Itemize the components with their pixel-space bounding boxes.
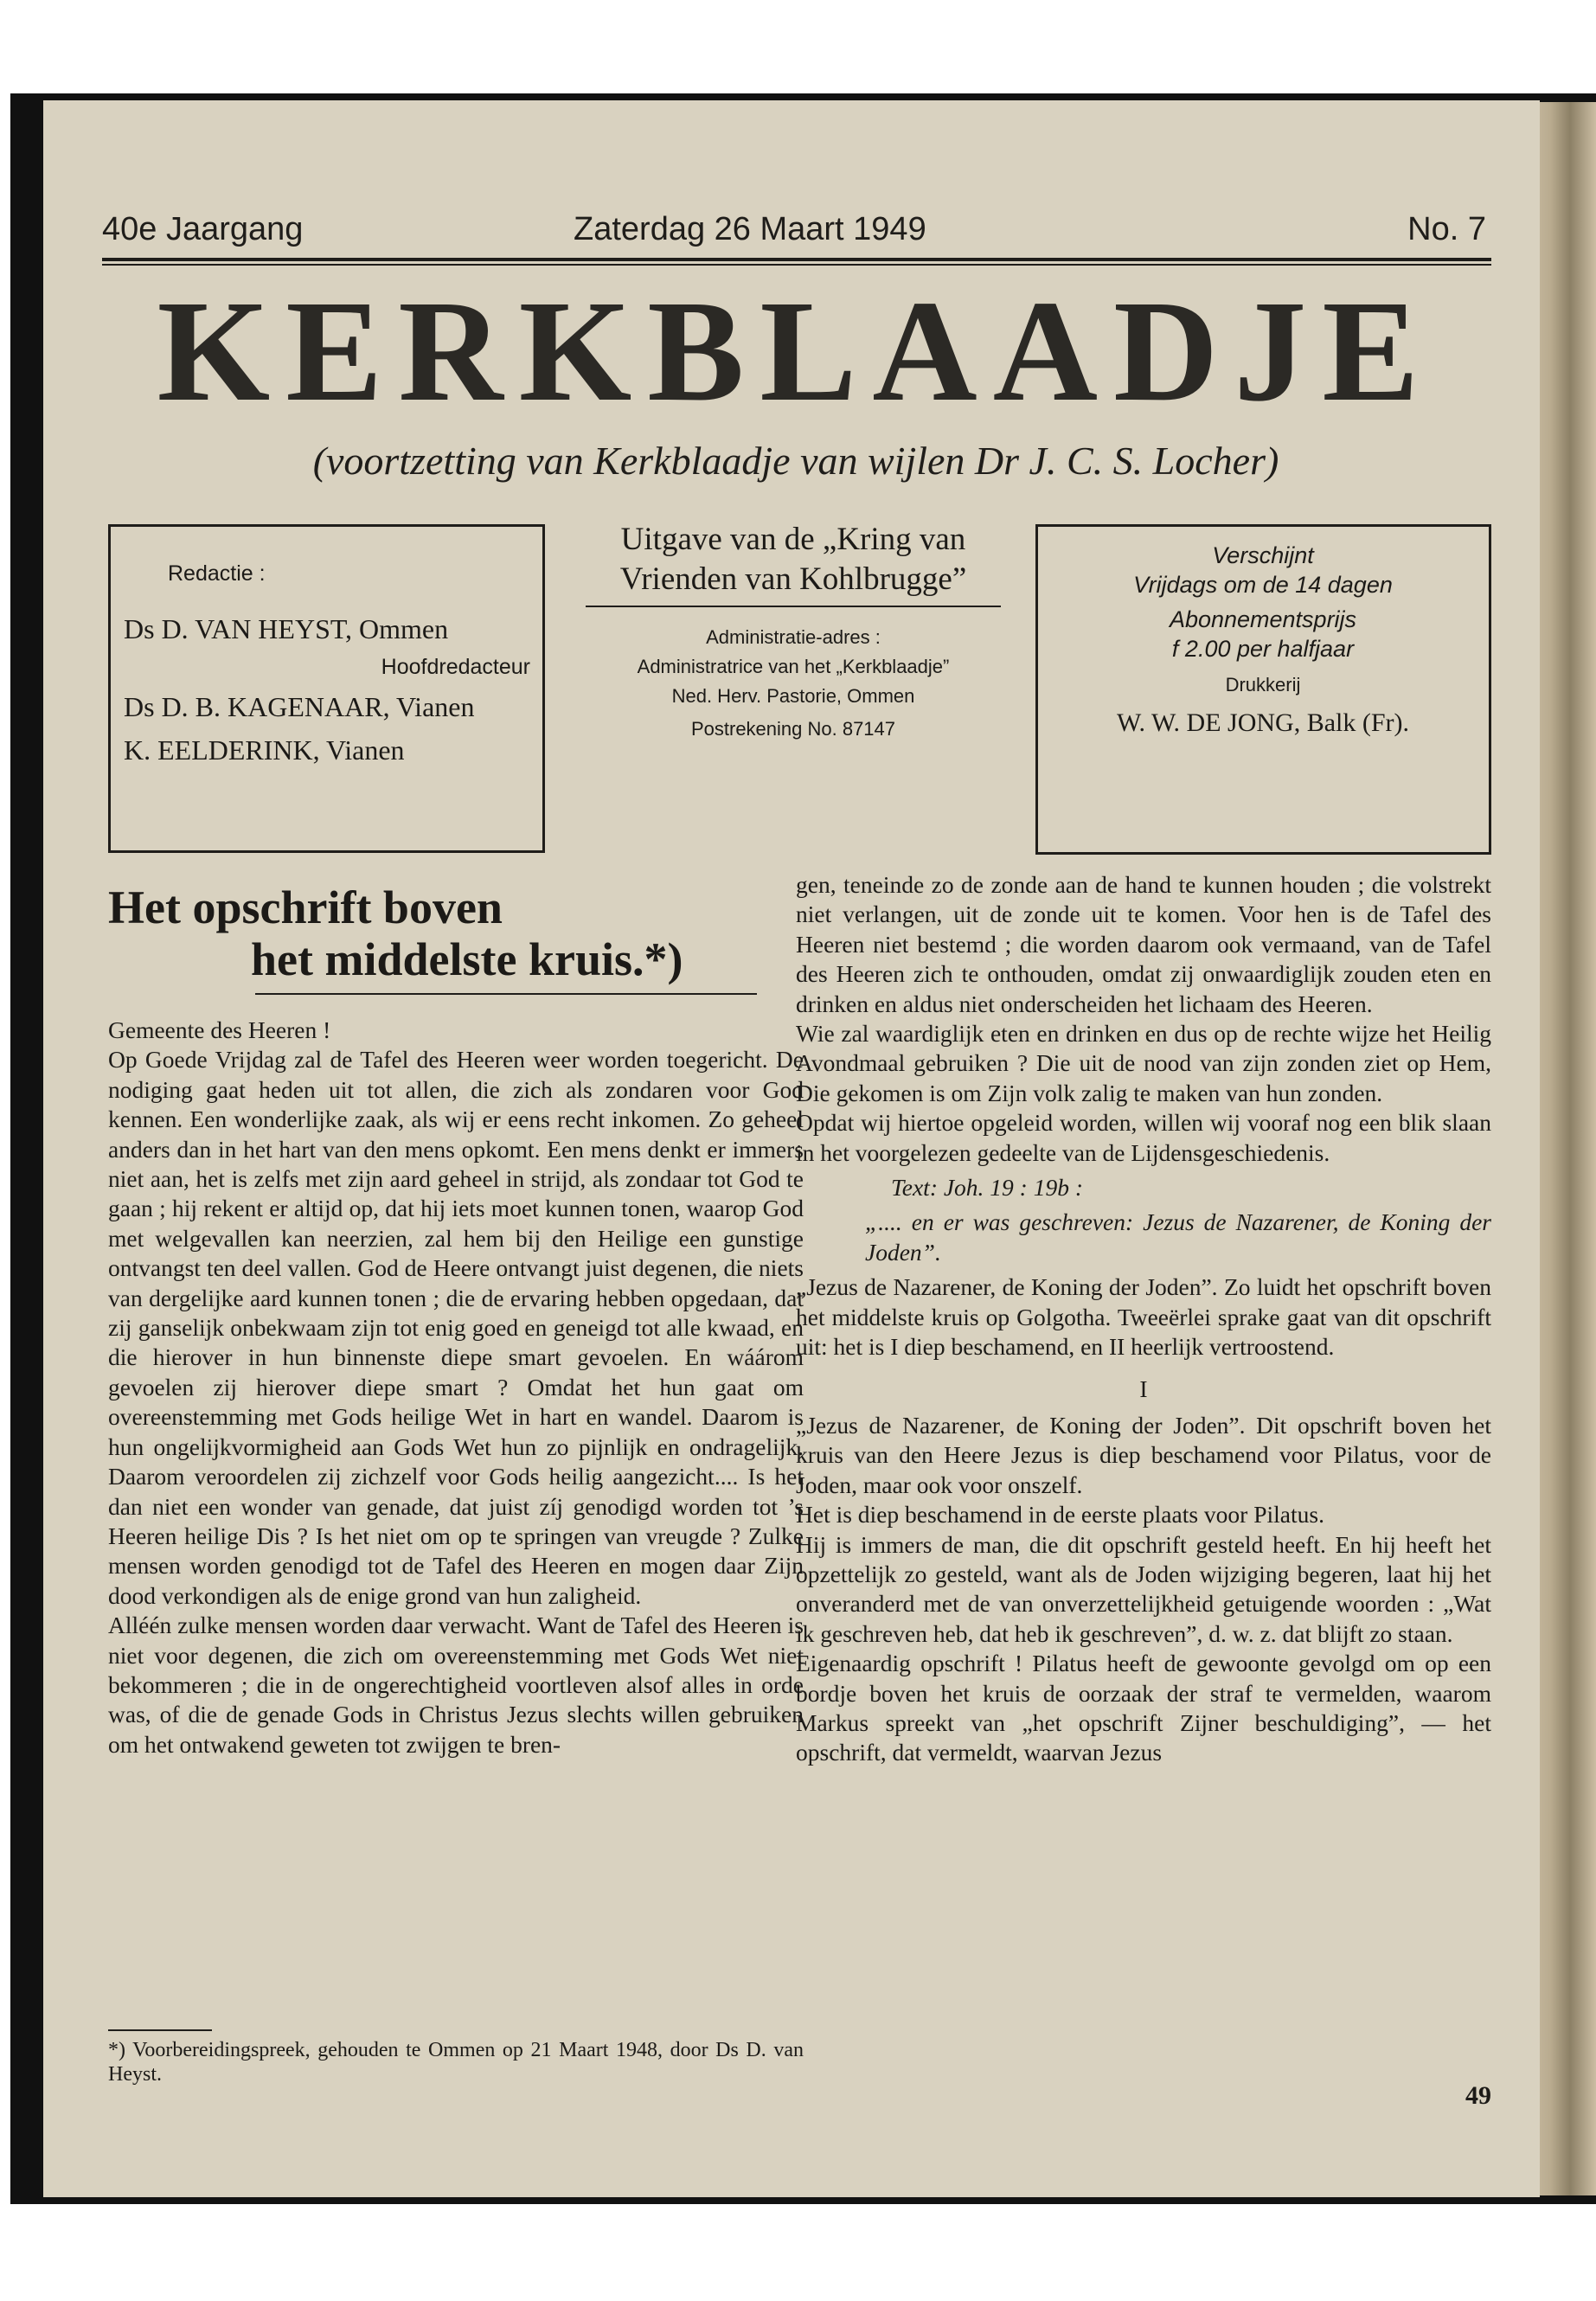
text-reference: Text: Joh. 19 : 19b :: [891, 1174, 1084, 1202]
newspaper-page: [43, 100, 1540, 2197]
left-paragraph-1: Gemeente des Heeren !: [108, 1016, 331, 1043]
right-paragraph-c4: Eigenaardig opschrift ! Pilatus heeft de gewoonte gevolgd om op een bordje boven het kruis de oorzaak der straf te vermelden, waarom Markus spreekt van „het opschrift Zijner beschuldiging”, — het opschrift, dat vermeldt, waarvan Jezus: [796, 1650, 1491, 1766]
appears-label: Verschijnt: [1212, 542, 1314, 568]
right-paragraph-a1: gen, teneinde zo de zonde aan de hand te kunnen houden ; die volstrekt niet verlangen, uit de zonde uit te komen. Voor hen is de Tafel des Heeren niet bestemd ; die worden daarom ook vermaand, van de Tafel des Heeren zich te onthouden, omdat zij onwaardiglijk zouden eten en drinken en aldus niet onderscheiden het lichaam des Heeren.: [796, 871, 1491, 1017]
page-number: 49: [1465, 2081, 1491, 2110]
left-paragraph-2: Op Goede Vrijdag zal de Tafel des Heeren weer worden toegericht. De nodiging gaat heden uit tot allen, die zich als zondaren voor God kennen. Een wonderlijke zaak, als wij er eens recht inkomen. Zo geheel anders dan in het hart van den mens opkomt. Een mens denkt er immers niet aan, het is zelfs met zijn aard geheel in strijd, als zondaar tot God te gaan ; hij rekent er altijd op, dat hij iets moet kunnen tonen, waarop God met welgevallen kan neerzien, zal hem bij den Heilige een gunstige ontvangst ten deel vallen. God de Heere ontvangt juist degenen, die niets van dergelijke aard kunnen tonen ; die de ervaring hebben opgedaan, dat zij ganselijk onbekwaam zijn tot enig goed en geneigd tot alle kwaad, en die hierover in hun binnenste diepe smart gevoelen. En wáárom gevoelen zij hierover diepe smart ? Omdat het hun gaat om overeenstemming met Gods heilige Wet in hart en wandel. Daarom is hun ongelijkvormigheid aan Gods Wet hun zo pijnlijk en ondragelijk. Daarom veroordelen zij zichzelf voor Gods heilig aangezicht.... Is het dan niet een wonder van genade, dat juist zíj genodigd worden tot ’s Heeren heilige Dis ? Is het niet om op te springen van vreugde ? Zulke mensen worden genodigd tot de Tafel des Heeren en mogen daar Zijn dood verkondigen als de enige grond van hun zaligheid.: [108, 1046, 804, 1609]
subscription-label: Abonnementsprijs: [1169, 606, 1357, 632]
scripture-quote: „.... en er was geschreven: Jezus de Nazarener, de Koning der Joden”.: [865, 1208, 1491, 1266]
appears-value: Vrijdags om de 14 dagen: [1133, 572, 1393, 598]
book-edge: [1531, 102, 1596, 2195]
editor-1-role: Hoofdredacteur: [381, 655, 530, 679]
printer-label: Drukkerij: [1225, 674, 1301, 695]
admin-heading: Administratie-adres :: [706, 626, 881, 648]
publisher-rule: [586, 606, 1001, 607]
section-numeral: I: [1139, 1375, 1148, 1402]
printer-name: W. W. DE JONG, Balk (Fr).: [1116, 708, 1410, 737]
footnote-rule: [108, 2029, 212, 2031]
editor-1: Ds D. VAN HEYST, Ommen: [124, 613, 449, 644]
header-rule: [102, 258, 1491, 261]
left-paragraph-3: Alléén zulke mensen worden daar verwacht. Want de Tafel des Heeren is niet voor degenen, die zich om overeenstemming met Gods Wet niet bekommeren ; die in de ongerechtigheid voortleven alsof alles in orde was, of die de genade Gods in Christus Jezus slechts willen gebruiken om het ontwakend geweten tot zwijgen te bren-: [108, 1612, 804, 1758]
postal-account: Postrekening No. 87147: [690, 718, 896, 740]
right-paragraph-c3: Hij is immers de man, die dit opschrift gesteld heeft. En hij heeft het opzettelijk zo gesteld, want als de Joden wijziging begeren, laat hij het onveranderd met de van onverzettelijkheid getuigende woorden : „Wat ik geschreven heb, dat heb ik geschreven”, d. w. z. dat blijft zo staan.: [796, 1530, 1491, 1647]
article-title-line-1: Het opschrift boven: [108, 881, 503, 933]
editor-2: Ds D. B. KAGENAAR, Vianen: [124, 691, 475, 722]
editor-3: K. EELDERINK, Vianen: [124, 734, 405, 766]
left-column: [108, 1016, 804, 1759]
article-title-line-2: het middelste kruis.*): [251, 933, 683, 985]
publisher-block: [551, 521, 1035, 858]
info-box: [1035, 524, 1491, 855]
issue-date: Zaterdag 26 Maart 1949: [574, 211, 926, 247]
footnote: *) Voorbereidingspreek, gehouden te Ommen op 21 Maart 1948, door Ds D. van Heyst.: [108, 2039, 804, 2086]
header-rule-thin: [102, 264, 1491, 266]
subscription-value: f 2.00 per halfjaar: [1171, 636, 1355, 662]
right-paragraph-c1: „Jezus de Nazarener, de Koning der Joden”. Dit opschrift boven het kruis van den Heere Jezus is diep beschamend voor Pilatus, voor de Joden, maar ook voor onszelf.: [796, 1411, 1491, 1498]
redaction-heading: Redactie :: [168, 561, 266, 586]
volume-label: 40e Jaargang: [102, 211, 304, 247]
admin-line-1: Administratrice van het „Kerkblaadje”: [637, 656, 950, 677]
masthead-subtitle: (voortzetting van Kerkblaadje van wijlen Dr J. C. S. Locher): [312, 439, 1279, 483]
issue-number: No. 7: [1407, 211, 1486, 247]
publisher-line-2: Vrienden van Kohlbrugge”: [619, 561, 967, 597]
publisher-line-1: Uitgave van de „Kring van: [620, 522, 966, 557]
right-paragraph-a2: Wie zal waardiglijk eten en drinken en dus op de rechte wijze het Heilig Avondmaal gebruiken ? Die uit de nood van zijn zonden ziet op Hem, Die gekomen is om Zijn volk zalig te maken van hun zonden.: [796, 1020, 1491, 1106]
right-paragraph-a3: Opdat wij hiertoe opgeleid worden, willen wij vooraf nog een blik slaan in het voorgelezen gedeelte van de Lijdensgeschiedenis.: [796, 1109, 1491, 1166]
redaction-box: [108, 524, 545, 853]
right-paragraph-c2: Het is diep beschamend in de eerste plaats voor Pilatus.: [796, 1501, 1324, 1529]
right-paragraph-b1: „Jezus de Nazarener, de Koning der Joden”. Zo luidt het opschrift boven het middelste kruis op Golgotha. Tweeërlei sprake gaat van dit opschrift uit: het is I diep beschamend, en II heerlijk vertroostend.: [796, 1273, 1491, 1361]
title-rule: [255, 993, 757, 995]
admin-line-2: Ned. Herv. Pastorie, Ommen: [671, 685, 915, 707]
masthead-title: KERKBLAADJE: [157, 271, 1435, 432]
right-column: [796, 870, 1491, 1768]
